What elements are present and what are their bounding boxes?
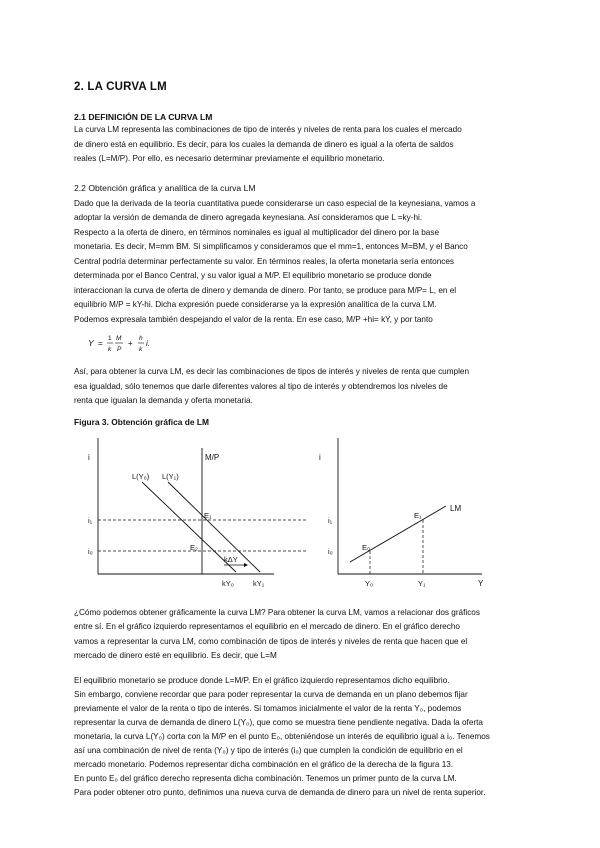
paragraph-line: Sin embargo, conviene recordar que para poder representar la curva de demanda en un plano debemos fijar (74, 690, 468, 699)
right-i1-label: i₁ (328, 516, 333, 525)
formula-frac2-den: P (117, 346, 122, 353)
paragraph-line: Respecto a la oferta de dinero, en términos nominales es igual al multiplicador del dinero por la base (74, 228, 440, 237)
right-x-label-y1: Y₁ (418, 579, 426, 588)
formula-eq: = (98, 339, 103, 348)
paragraph-line: determinada por el Banco Central, y su valor igual a M/P. El equilibrio monetario se produce donde (74, 271, 432, 280)
paragraph-line: entre sí. En el gráfico izquierdo representamos el equilibrio en el mercado de dinero. En el gráfico derecho (74, 622, 460, 631)
left-y-axis-label: i (88, 453, 90, 462)
right-point-e0: E₀ (362, 543, 371, 552)
paragraph-line: mercado monetario. Podemos representar dicha combinación en el gráfico de la derecha de la figura 13. (74, 760, 454, 769)
right-graph-lm-curve (319, 438, 484, 588)
left-point-e2: E₂ (190, 543, 198, 552)
paragraph-line: En punto E₀ del gráfico derecho representa dicha combinación. Tenemos un primer punto de la curva LM. (74, 774, 457, 783)
paragraph-line: vamos a representar la curva LM, como combinación de tipos de interés y niveles de renta que hacen que el (74, 637, 468, 646)
demand-curve-y1 (168, 482, 260, 572)
money-supply-label: M/P (205, 453, 220, 462)
paragraph-line: monetaria. Es decir, M=mm BM. Si simplificamos y consideramos que el mm=1, entonces M=BM, y el Banco (74, 242, 468, 251)
demand-curve-y0-label: L(Y₀) (132, 472, 150, 481)
left-x-label-ky0: kY₀ (222, 579, 234, 588)
formula-plus: + (128, 339, 133, 348)
subsection-title-definition: 2.1 DEFINICIÓN DE LA CURVA LM (74, 112, 213, 122)
lm-curve (350, 506, 446, 562)
left-x-label-ky1: kY₁ (253, 579, 265, 588)
paragraph-line: Central podría determinar perfectamente su valor. En términos reales, la oferta monetaria sería entonces (74, 257, 455, 266)
right-x-axis-label: Y (478, 579, 484, 588)
paragraph-line: La curva LM representa las combinaciones de tipo de interés y niveles de renta para los cuales el mercado (74, 125, 462, 134)
formula-y-equation (86, 330, 166, 356)
left-i1-label: i₁ (88, 516, 93, 525)
formula-lhs: Y (88, 338, 94, 348)
paragraph-line: Así, para obtener la curva LM, es decir las combinaciones de tipos de interés y niveles de renta que cumplen (74, 367, 470, 376)
paragraph-line: ¿Cómo podemos obtener gráficamente la curva LM? Para obtener la curva LM, vamos a relacionar dos gráficos (74, 608, 480, 617)
paragraph-line: esa igualdad, sólo tenemos que darle diferentes valores al tipo de interés y obtendremos los niveles de (74, 382, 448, 391)
paragraph-line: Podemos expresala también despejando el valor de la renta. En ese caso, M/P +hi= kY, y por tanto (74, 315, 433, 324)
paragraph-line: adoptar la versión de demanda de dinero agregada keynesiana. Así consideramos que L =ky-hi. (74, 213, 423, 222)
paragraph-line: monetaria, la curva L(Y₀) corta con la M/P en el punto E₀, obteniéndose un interés de equilibrio igual a i₀. Tenemos (74, 732, 490, 741)
left-graph-money-market (88, 438, 306, 588)
paragraph-line: representar la curva de demanda de dinero L(Y₀), que como se muestra tiene pendiente negativa. Dada la oferta (74, 718, 483, 727)
paragraph-line: mercado de dinero esté en equilibrio. Es decir, que L=M (74, 651, 277, 660)
left-point-e1: E₁ (204, 511, 212, 520)
right-i0-label: i₀ (328, 547, 333, 556)
formula-frac1-den: k (108, 346, 112, 353)
left-i0-label: i₀ (88, 547, 93, 556)
paragraph-line: reales (L=M/P). Por ello, es necesario determinar previamente el equilibrio monetario. (74, 154, 385, 163)
paragraph-line: renta que igualan la demanda y oferta monetaria. (74, 396, 253, 405)
figure-caption: Figura 3. Obtención gráfica de LM (74, 417, 209, 427)
formula-tail: i. (146, 339, 150, 348)
subsection-title-obtencion: 2.2 Obtención gráfica y analítica de la curva LM (74, 183, 256, 193)
right-x-label-y0: Y₀ (365, 579, 374, 588)
section-title: 2. LA CURVA LM (74, 81, 167, 93)
right-point-e1: E₁ (414, 511, 422, 520)
paragraph-line: Para poder obtener otro punto, definimos una nueva curva de demanda de dinero para un nivel de renta superior. (74, 788, 486, 797)
figure-lm-derivation (74, 430, 514, 600)
paragraph-line: así una combinación de nivel de renta (Y₀) y tipo de interés (i₀) que cumplen la condición de equilibrio en el (74, 746, 463, 755)
paragraph-line: El equilibrio monetario se produce donde L=M/P. En el gráfico izquierdo representamos dicho equilibrio. (74, 676, 450, 685)
paragraph-line: previamente el valor de la renta o tipo de interés. Si tomamos inicialmente el valor de la renta Y₀, podemos (74, 704, 462, 713)
paragraph-line: interaccionan la curva de oferta de dinero y demanda de dinero. Por tanto, se produce para M/P= L, en el (74, 286, 457, 295)
demand-curve-y1-label: L(Y₁) (162, 472, 179, 481)
formula-frac2-num: M (116, 335, 122, 342)
formula-frac1-num: 1 (108, 335, 112, 342)
lm-curve-label: LM (450, 504, 462, 513)
right-y-axis-label: i (319, 453, 321, 462)
paragraph-line: de dinero está en equilibrio. Es decir, para los cuales la demanda de dinero es igual a la oferta de saldos (74, 140, 454, 149)
demand-curve-y0 (142, 482, 236, 572)
paragraph-line: equilibrio M/P = kY-hi. Dicha expresión puede considerarse ya la expresión analítica de la curva LM. (74, 300, 437, 309)
paragraph-line: Dado que la derivada de la teoría cuantitativa puede considerarse un caso especial de la keynesiana, vamos a (74, 199, 476, 208)
delta-label: kΔY (224, 555, 238, 564)
formula-frac3-num: h (139, 335, 143, 342)
formula-frac3-den: k (139, 346, 143, 353)
